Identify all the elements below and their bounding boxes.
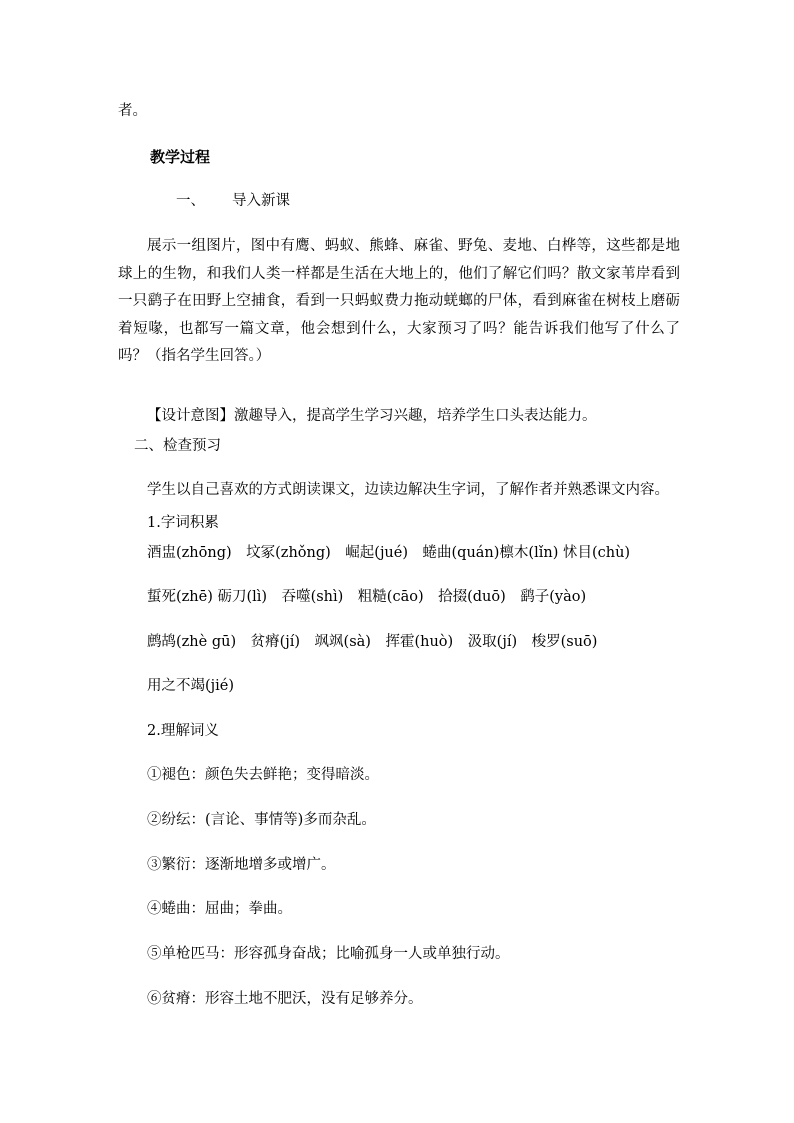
part2-title: 二、检查预习 (134, 438, 221, 454)
meaning-item: ⑤单枪匹马：形容孤身奋战；比喻孤身一人或单独行动。 (147, 946, 510, 962)
carry-over-text: 者。 (118, 103, 147, 119)
part1-number: 一、 (176, 193, 205, 209)
meaning-item: ④蜷曲：屈曲；拳曲。 (147, 901, 292, 917)
section-title: 教学过程 (150, 148, 211, 166)
reading-task: 学生以自己喜欢的方式朗读课文，边读边解决生字词，了解作者并熟悉课文内容。 (147, 482, 669, 498)
design-intent: 【设计意图】激趣导入，提高学生学习兴趣，培养学生口头表达能力。 (147, 408, 597, 424)
vocab-line: 酒盅(zhōng) 坟冢(zhǒng) 崛起(jué) 蜷曲(quán)檩木(lǐn) 怵目(chù) (147, 545, 631, 561)
part1-title: 导入新课 (232, 193, 290, 209)
vocab-heading: 1.字词积累 (147, 515, 219, 531)
meaning-heading: 2.理解词义 (147, 723, 219, 739)
vocab-line: 蜇死(zhē) 砺刀(lì) 吞噬(shì) 粗糙(cāo) 拾掇(duō) 鹞子(yào) (147, 589, 587, 605)
vocab-line: 用之不竭(jié) (147, 678, 235, 694)
meaning-item: ⑥贫瘠：形容土地不肥沃，没有足够养分。 (147, 991, 423, 1007)
vocab-line: 鹧鸪(zhè gū) 贫瘠(jí) 飒飒(sà) 挥霍(huò) 汲取(jí) 梭罗(suō) (147, 634, 598, 650)
intro-paragraph: 展示一组图片，图中有鹰、蚂蚁、熊蜂、麻雀、野兔、麦地、白桦等，这些都是地球上的生物，和我们人类一样都是生活在大地上的，他们了解它们吗？散文家苇岸看到一只鹞子在田野上空捕食，看到一只蚂蚁费力拖动蜣螂的尸体，看到麻雀在树枝上磨砺着短喙，也都写一篇文章，他会想到什么，大家预习了吗？能告诉我们他写了什么了吗？（指名学生回答。） (118, 238, 680, 364)
meaning-item: ②纷纭：(言论、事情等)多而杂乱。 (147, 812, 376, 828)
meaning-item: ①褪色：颜色失去鲜艳；变得暗淡。 (147, 767, 379, 783)
meaning-item: ③繁衍：逐渐地增多或增广。 (147, 857, 336, 873)
